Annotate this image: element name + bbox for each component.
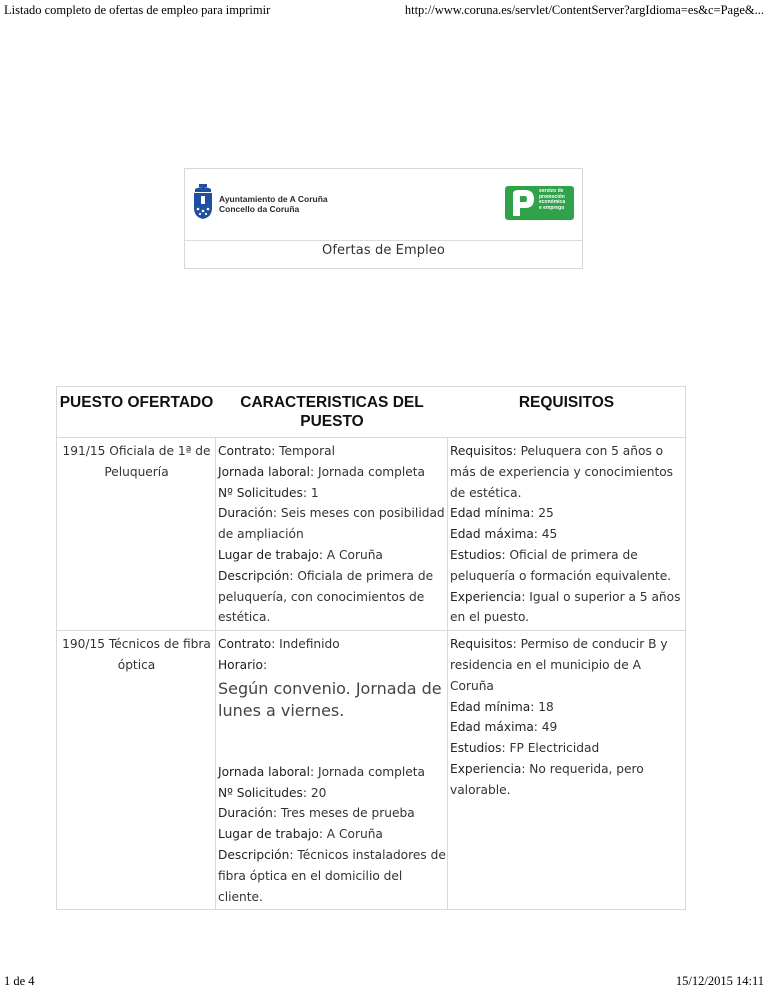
edad-min-value: : 25 — [530, 506, 554, 521]
job-characteristics — [216, 631, 448, 909]
edad-min-value: : 18 — [530, 699, 554, 714]
partner-line-4: e emprego — [539, 204, 565, 211]
requisitos-value: : Permiso de conducir B y residencia en el municipio de A Coruña — [450, 637, 668, 693]
descripcion-value: : Técnicos instaladores de fibra óptica en el domicilio del cliente. — [218, 847, 446, 904]
experiencia-value: : No requerida, pero valorable. — [450, 761, 644, 797]
experiencia-label: Experiencia — [450, 761, 522, 776]
descripcion-label: Descripción — [218, 847, 290, 862]
edad-max-label: Edad máxima — [450, 720, 534, 735]
solicitudes-value: : 1 — [302, 485, 319, 500]
lugar-label: Lugar de trabajo — [218, 547, 319, 562]
duracion-line — [218, 803, 446, 824]
table-row — [57, 631, 685, 909]
job-characteristics — [216, 438, 448, 631]
estudios-label: Estudios — [450, 741, 502, 756]
print-page-title: Listado completo de ofertas de empleo para imprimir — [4, 3, 271, 17]
partner-p-icon — [509, 188, 537, 218]
partner-line-1: servizo de — [539, 188, 564, 194]
header-puesto: PUESTO OFERTADO — [57, 387, 216, 438]
solicitudes-label: Nº Solicitudes — [218, 485, 303, 500]
edad-min-label: Edad mínima — [450, 506, 531, 521]
solicitudes-value: : 20 — [302, 785, 327, 800]
table-row — [57, 438, 685, 631]
coruna-crest-icon — [192, 184, 214, 220]
estudios-value: : Oficial de primera de peluquería o formación equivalente. — [450, 547, 672, 583]
jornada-value: : Jornada completa — [310, 464, 426, 479]
estudios-value: : FP Electricidad — [501, 741, 600, 756]
job-title: 191/15 Oficiala de 1ª de Peluquería — [57, 438, 216, 631]
banner-divider — [185, 240, 582, 241]
solicitudes-label: Nº Solicitudes — [218, 785, 303, 800]
job-requirements — [448, 631, 685, 909]
horario-label: Horario — [218, 657, 263, 672]
print-header — [0, 3, 768, 19]
page-number: 1 de 4 — [4, 974, 35, 988]
estudios-line — [450, 545, 684, 587]
partner-line-2: promoción — [539, 193, 565, 200]
table-header-row — [57, 387, 685, 438]
horario-value: : — [262, 657, 268, 672]
experiencia-line — [450, 759, 684, 801]
org-name — [219, 194, 328, 214]
header-banner — [184, 168, 583, 269]
requisitos-line — [450, 441, 684, 503]
edad-max-label: Edad máxima — [450, 527, 534, 542]
header-requisitos: REQUISITOS — [448, 387, 685, 438]
partner-line-3: económica — [539, 199, 566, 206]
horario-line — [218, 655, 446, 676]
org-line-2: Concello da Coruña — [219, 204, 300, 214]
edad-min-line — [450, 503, 684, 524]
experiencia-label: Experiencia — [450, 589, 522, 604]
header-caracteristicas: CARACTERISTICAS DEL PUESTO — [216, 387, 448, 438]
solicitudes-line — [218, 783, 446, 804]
requisitos-value: : Peluquera con 5 años o más de experiencia y conocimientos de estética. — [450, 444, 674, 500]
edad-max-value: : 45 — [533, 527, 558, 542]
edad-min-line — [450, 697, 684, 718]
experiencia-line — [450, 587, 684, 629]
horario-text: Según convenio. Jornada de lunes a viernes. — [218, 678, 442, 720]
jornada-line — [218, 462, 446, 483]
contrato-label: Contrato — [218, 637, 272, 652]
duracion-value: : Tres meses de prueba — [272, 806, 415, 821]
edad-max-line — [450, 717, 684, 738]
jornada-value: : Jornada completa — [310, 764, 426, 779]
estudios-line — [450, 738, 684, 759]
duracion-label: Duración — [218, 506, 273, 521]
requisitos-line — [450, 634, 684, 696]
lugar-line — [218, 545, 446, 566]
jornada-label: Jornada laboral — [218, 764, 311, 779]
lugar-label: Lugar de trabajo — [218, 827, 319, 842]
edad-max-line — [450, 524, 684, 545]
edad-max-value: : 49 — [533, 720, 558, 735]
print-footer — [0, 974, 768, 990]
partner-logo — [505, 186, 574, 220]
lugar-value: : A Coruña — [318, 547, 383, 562]
print-page-url: http://www.coruna.es/servlet/ContentServer?argIdioma=es&c=Page&... — [404, 3, 764, 17]
logo-row — [185, 169, 582, 240]
descripcion-label: Descripción — [218, 568, 290, 583]
lugar-value: : A Coruña — [318, 827, 383, 842]
spacer — [218, 742, 446, 762]
contrato-line — [218, 441, 446, 462]
contrato-label: Contrato — [218, 444, 272, 458]
duracion-line — [218, 503, 446, 545]
solicitudes-line — [218, 483, 446, 504]
descripcion-line — [218, 566, 446, 628]
edad-min-label: Edad mínima — [450, 699, 531, 714]
contrato-value: : Indefinido — [271, 637, 340, 652]
contrato-line — [218, 634, 446, 655]
duracion-label: Duración — [218, 806, 273, 821]
experiencia-value: : Igual o superior a 5 años en el puesto. — [450, 589, 681, 625]
descripcion-line — [218, 845, 446, 907]
jornada-label: Jornada laboral — [218, 464, 311, 479]
job-offers-table — [56, 386, 686, 910]
org-line-1: Ayuntamiento de A Coruña — [219, 194, 328, 204]
duracion-value: : Seis meses con posibilidad de ampliación — [218, 506, 445, 542]
job-title: 190/15 Técnicos de fibra óptica — [57, 631, 216, 909]
page-caption: Ofertas de Empleo — [322, 243, 445, 258]
lugar-line — [218, 824, 446, 845]
partner-text — [539, 189, 565, 211]
job-requirements — [448, 438, 685, 631]
jornada-line — [218, 762, 446, 783]
requisitos-label: Requisitos — [450, 637, 513, 652]
estudios-label: Estudios — [450, 547, 502, 562]
contrato-value: : Temporal — [271, 444, 335, 458]
print-datetime: 15/12/2015 14:11 — [675, 974, 764, 988]
requisitos-label: Requisitos — [450, 444, 513, 458]
descripcion-value: : Oficiala de primera de peluquería, con conocimientos de estética. — [218, 568, 434, 625]
